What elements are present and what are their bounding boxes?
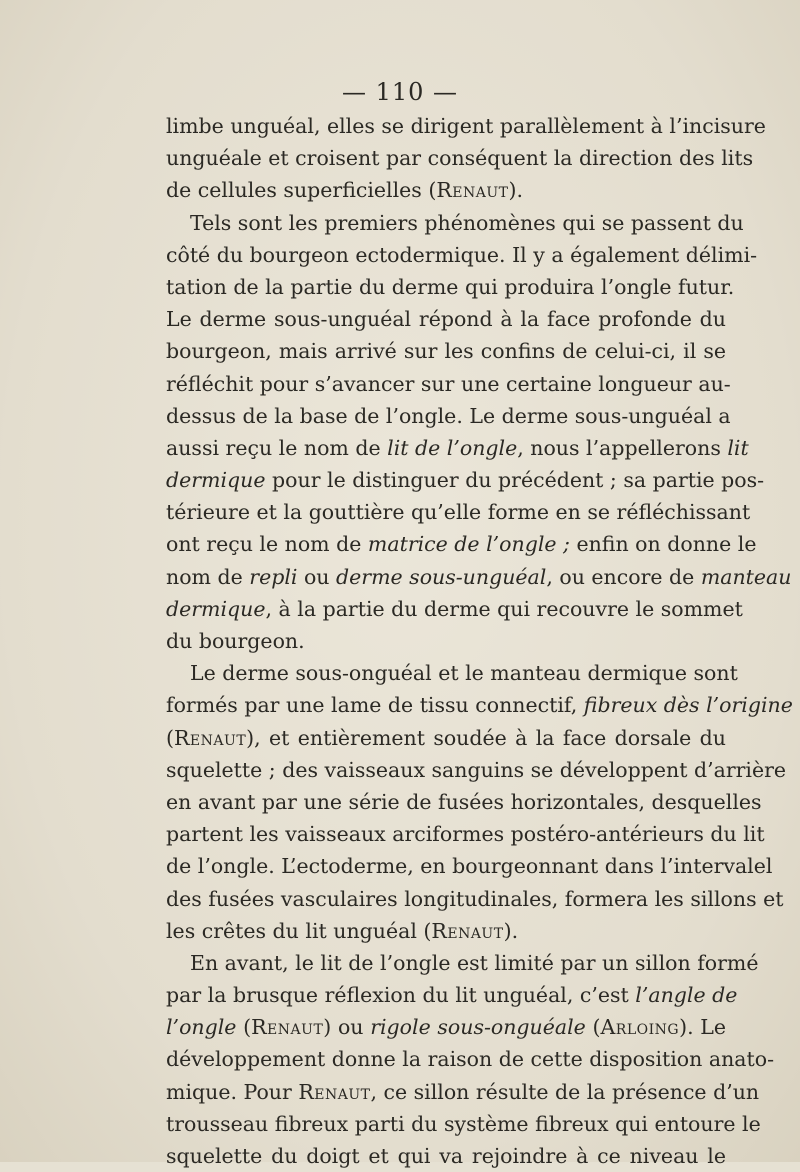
text-run: ou — [297, 564, 337, 589]
text-run: squelette ; des vaisseaux sanguins se développent d’arrière — [166, 757, 787, 782]
text-line — [166, 174, 726, 206]
text-run: ), et entièrement soudée à la face dorsale du — [246, 725, 726, 750]
text-line — [166, 368, 731, 400]
text-run: Le derme sous-onguéal et le manteau dermique sont — [190, 661, 738, 686]
text-line — [166, 657, 738, 689]
italic-term: rigole sous-onguéale — [370, 1015, 586, 1040]
text-run: En avant, le lit de l’ongle est limité par un sillon formé — [190, 950, 759, 975]
text-run: térieure et la gouttière qu’elle forme en se réfléchissant — [166, 500, 751, 525]
text-run: dessus de la base de l’ongle. Le derme sous-unguéal a — [166, 403, 731, 428]
text-run: de l’ongle. L’ectoderme, en bourgeonnant dans l’intervalel — [166, 854, 773, 879]
text-line — [166, 432, 749, 464]
text-run: Le derme sous-unguéal répond à la face profonde du — [166, 307, 726, 332]
text-line — [166, 786, 762, 818]
text-run: ). Le — [679, 1015, 727, 1040]
text-run: nom de — [166, 564, 250, 589]
text-line — [166, 1043, 775, 1075]
text-run: , ce sillon résulte de la présence d’un — [370, 1079, 760, 1104]
italic-term: lit — [727, 435, 749, 460]
text-run: de cellules superficielles ( — [166, 178, 437, 203]
text-run: tation de la partie du derme qui produira l’ongle futur. — [166, 274, 735, 299]
text-line — [166, 1011, 726, 1043]
italic-term: l’angle de — [635, 983, 738, 1008]
text-run: Tels sont les premiers phénomènes qui se passent du — [190, 210, 744, 235]
text-line — [166, 271, 735, 303]
text-run: ). — [503, 918, 519, 943]
page-number: — 110 — — [341, 78, 459, 106]
author-name: Renaut — [298, 1079, 371, 1104]
text-line — [166, 947, 759, 979]
text-line — [166, 593, 743, 625]
text-line — [166, 1140, 726, 1172]
text-run: , à la partie du derme qui recouvre le sommet — [265, 596, 743, 621]
text-run: squelette du doigt et qui va rejoindre à ce niveau le — [166, 1144, 726, 1168]
text-line — [166, 1108, 761, 1140]
text-run: partent les vaisseaux arciformes postéro-antérieurs du lit — [166, 822, 765, 847]
text-line — [166, 464, 765, 496]
author-name: Renaut — [251, 1015, 324, 1040]
italic-term: matrice de l’ongle ; — [367, 532, 570, 557]
text-line — [166, 110, 766, 142]
italic-term: dermique — [166, 468, 266, 493]
text-run: limbe unguéal, elles se dirigent parallèlement à l’incisure — [166, 114, 766, 138]
text-run: pour le distinguer du précédent ; sa partie pos- — [265, 468, 765, 493]
text-run: ( — [236, 1015, 252, 1040]
author-name: Renaut — [431, 918, 504, 943]
text-line — [166, 303, 726, 335]
text-run: unguéale et croisent par conséquent la direction des lits — [166, 146, 754, 171]
text-run: en avant par une série de fusées horizontales, desquelles — [166, 789, 762, 814]
text-run: ont reçu le nom de — [166, 532, 368, 557]
text-run: aussi reçu le nom de — [166, 435, 388, 460]
text-line — [166, 239, 758, 271]
italic-term: derme sous-unguéal — [336, 564, 547, 589]
text-run: mique. Pour — [166, 1079, 299, 1104]
italic-term: lit de l’ongle — [387, 435, 518, 460]
text-run: ). — [508, 178, 523, 203]
text-line — [166, 754, 787, 786]
italic-term: fibreux dès l’origine — [583, 693, 793, 718]
text-run: réfléchit pour s’avancer sur une certaine longueur au- — [166, 371, 731, 396]
text-line — [166, 850, 773, 882]
text-run: ( — [585, 1015, 601, 1040]
author-name: Renaut — [436, 178, 509, 203]
text-line — [166, 689, 793, 721]
text-line — [166, 722, 726, 754]
text-line — [166, 561, 792, 593]
text-line — [166, 818, 765, 850]
text-run: les crêtes du lit unguéal ( — [166, 918, 432, 943]
text-run: , nous l’appellerons — [517, 435, 728, 460]
text-run: ( — [166, 725, 174, 750]
text-line — [166, 625, 726, 657]
author-name: Renaut — [174, 725, 247, 750]
italic-term: dermique — [166, 596, 266, 621]
text-line — [166, 400, 731, 432]
text-line — [166, 207, 744, 239]
text-line — [166, 1076, 760, 1108]
text-run: , ou encore de — [546, 564, 701, 589]
author-name: Arloing — [600, 1015, 680, 1040]
text-line — [166, 883, 784, 915]
text-run: des fusées vasculaires longitudinales, formera les sillons et — [166, 886, 784, 911]
text-line — [166, 496, 751, 528]
italic-term: manteau — [700, 564, 792, 589]
italic-term: l’ongle — [166, 1015, 237, 1040]
text-run: enfin on donne le — [569, 532, 757, 557]
text-line — [166, 528, 757, 560]
body-text — [166, 110, 793, 1172]
text-line — [166, 335, 726, 367]
text-run: ) ou — [323, 1015, 371, 1040]
text-run: développement donne la raison de cette disposition anato- — [166, 1047, 775, 1072]
text-line — [166, 979, 738, 1011]
text-run: par la brusque réflexion du lit unguéal, c’est — [166, 983, 636, 1008]
text-run: trousseau fibreux parti du système fibreux qui entoure le — [166, 1111, 761, 1136]
text-line — [166, 142, 754, 174]
text-run: côté du bourgeon ectodermique. Il y a également délimi- — [166, 242, 758, 267]
text-run: du bourgeon. — [166, 629, 305, 653]
italic-term: repli — [249, 564, 298, 589]
text-run: formés par une lame de tissu connectif, — [166, 693, 584, 718]
text-line — [166, 915, 726, 947]
text-run: bourgeon, mais arrivé sur les confins de celui-ci, il se — [166, 339, 726, 364]
